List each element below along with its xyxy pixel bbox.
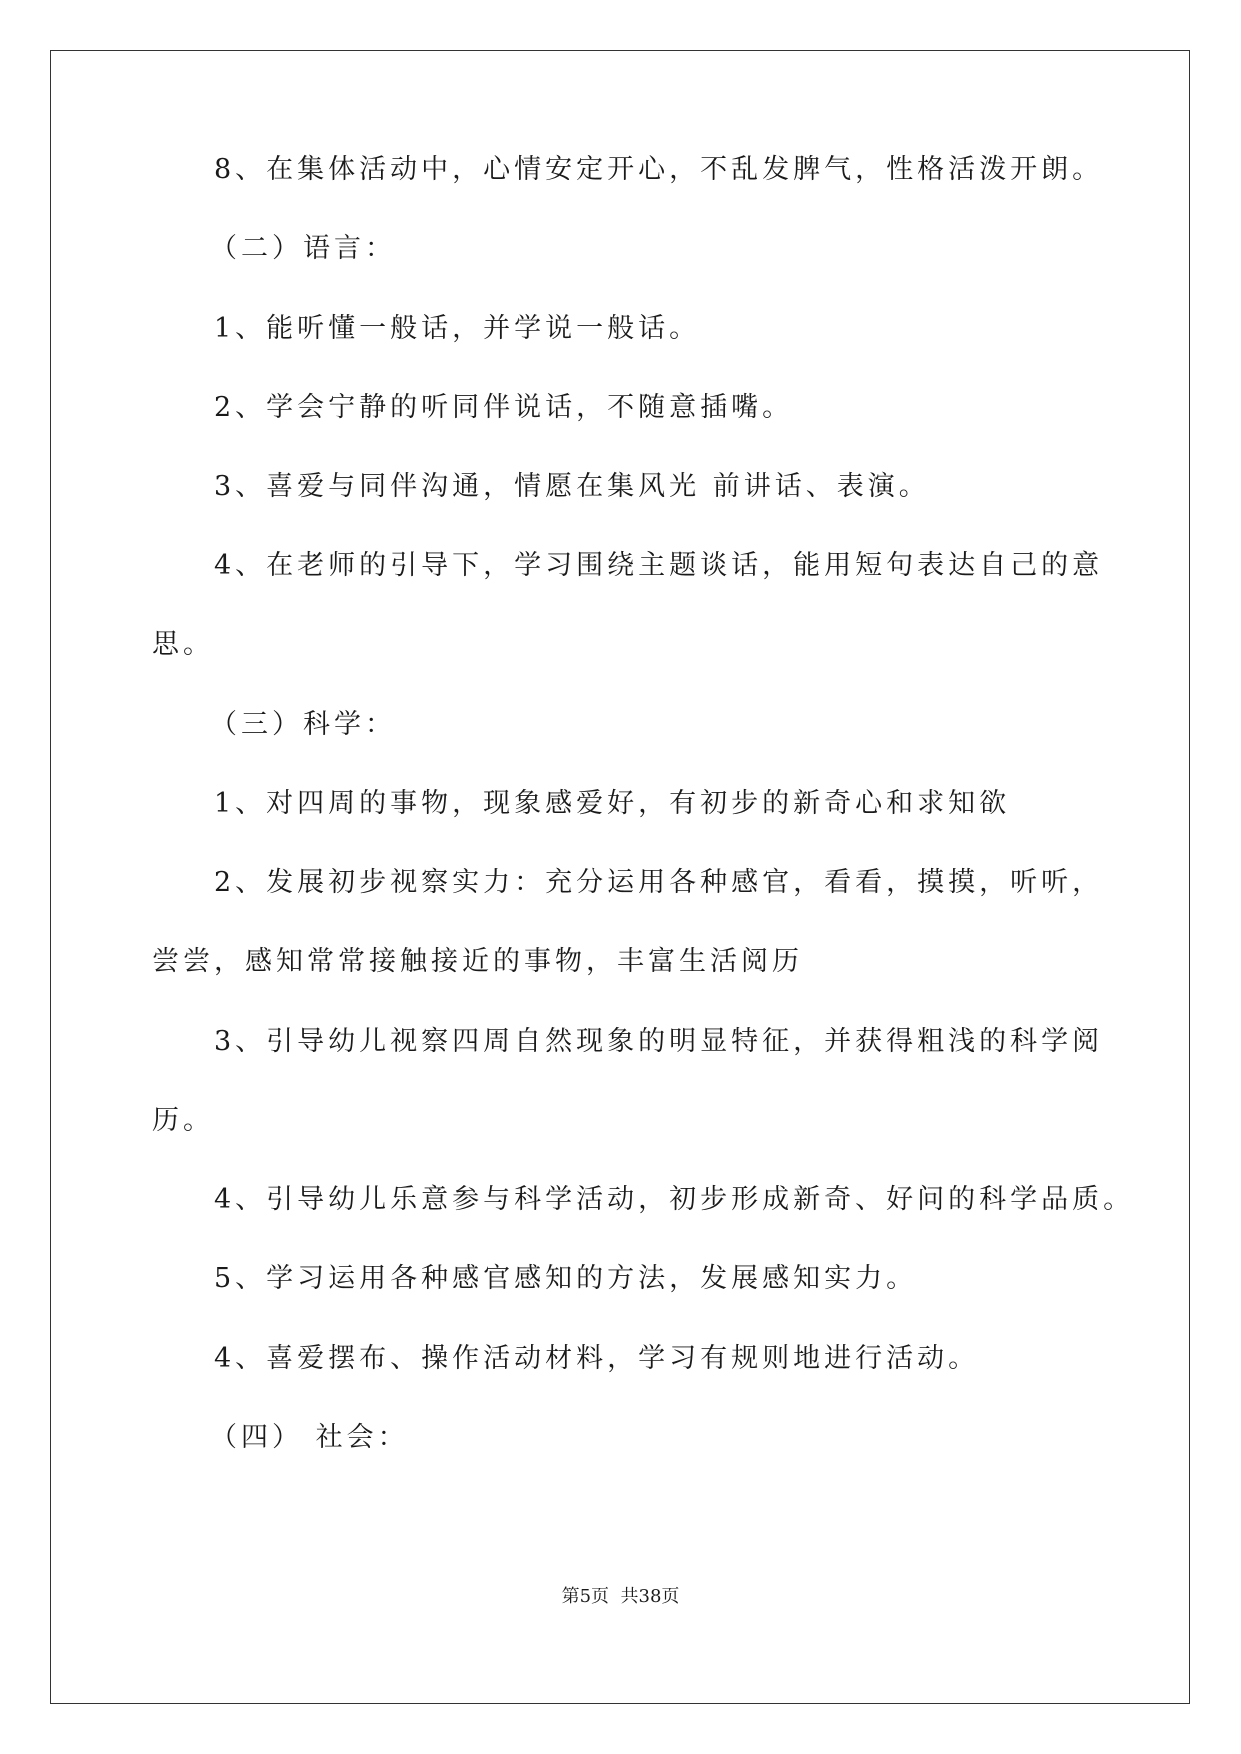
page-number: 第5页 共38页 (561, 1586, 680, 1607)
paragraph-line: 4、在老师的引导下，学习围绕主题谈话，能用短句表达自己的意 (214, 550, 1104, 581)
section-heading-science: （三）科学： (210, 709, 396, 740)
paragraph-line: 4、引导幼儿乐意参与科学活动，初步形成新奇、好问的科学品质。 (214, 1184, 1135, 1215)
paragraph-line: 历。 (152, 1105, 214, 1136)
paragraph-line: 3、喜爱与同伴沟通，情愿在集风光 前讲话、表演。 (214, 471, 930, 502)
paragraph-line: 1、能听懂一般话，并学说一般话。 (214, 313, 701, 344)
section-heading-society: （四） 社会： (210, 1422, 409, 1453)
paragraph-line: 尝尝，感知常常接触接近的事物，丰富生活阅历 (152, 946, 803, 977)
paragraph-line: 8、在集体活动中，心情安定开心，不乱发脾气，性格活泼开朗。 (214, 154, 1104, 185)
paragraph-line: 3、引导幼儿视察四周自然现象的明显特征，并获得粗浅的科学阅 (214, 1026, 1104, 1057)
paragraph-line: 2、发展初步视察实力：充分运用各种感官，看看，摸摸，听听， (214, 867, 1104, 898)
paragraph-line: 2、学会宁静的听同伴说话，不随意插嘴。 (214, 392, 794, 423)
page-footer (0, 1582, 1241, 1608)
paragraph-line: 1、对四周的事物，现象感爱好，有初步的新奇心和求知欲 (214, 788, 1011, 819)
paragraph-line: 思。 (152, 629, 214, 660)
section-heading-language: （二）语言： (210, 233, 396, 264)
paragraph-line: 5、学习运用各种感官感知的方法，发展感知实力。 (214, 1263, 918, 1294)
paragraph-line: 4、喜爱摆布、操作活动材料，学习有规则地进行活动。 (214, 1343, 980, 1374)
